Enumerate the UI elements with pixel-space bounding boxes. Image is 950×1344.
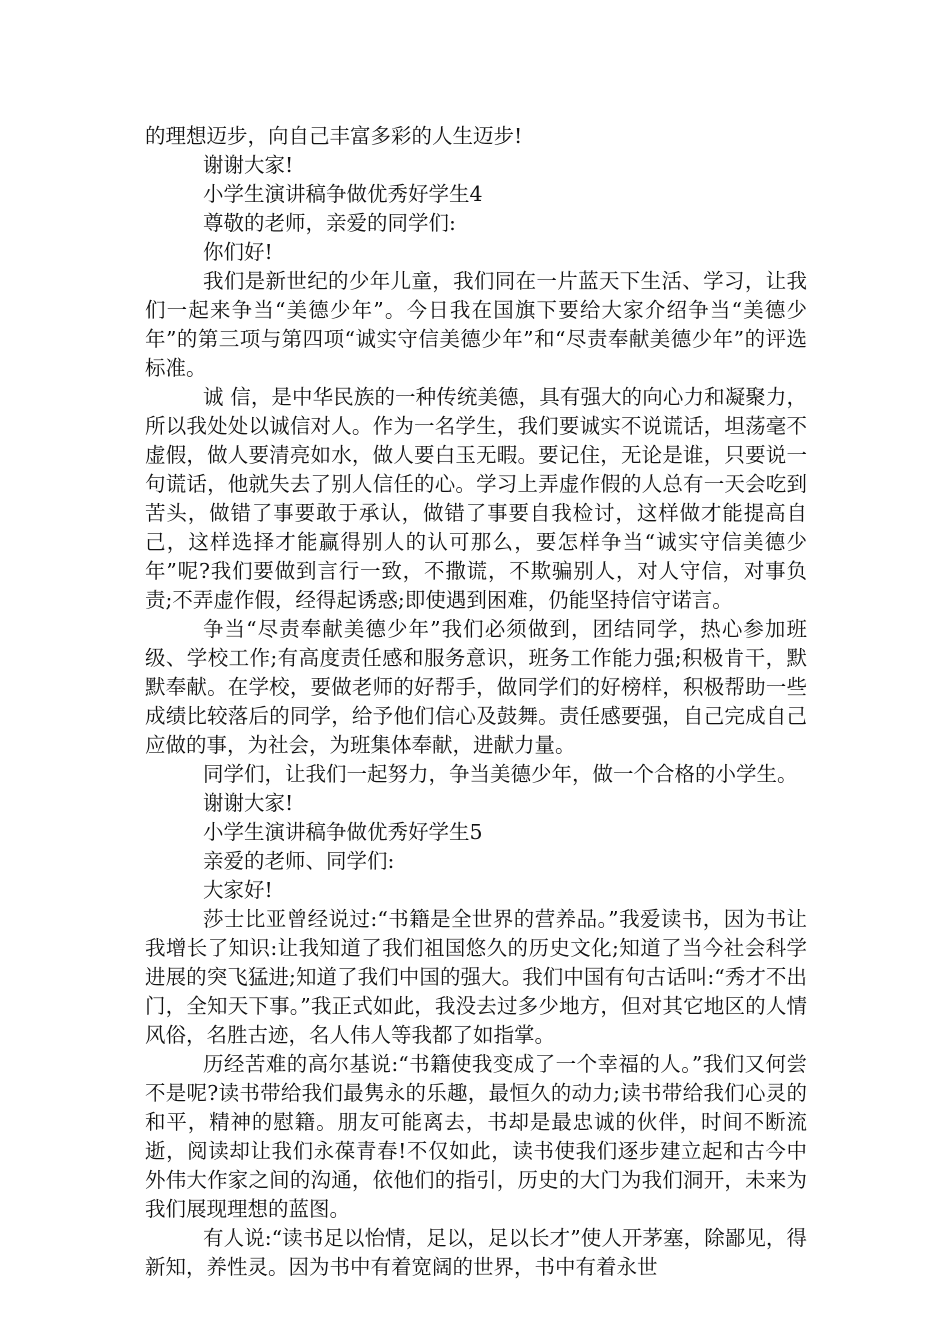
- paragraph-16: 有人说:“读书足以怡情，足以，足以长才”使人开茅塞，除鄙见，得新知，养性灵。因为书中有着宽阔的世界，书中有着永世: [145, 1226, 807, 1279]
- paragraph-14: 莎士比亚曾经说过:“书籍是全世界的营养品。”我爱读书，因为书让我增长了知识:让我知道了我们祖国悠久的历史文化;知道了当今社会科学进展的突飞猛进;知道了我们中国的强大。我们中国有句古话叫:“秀才不出门，全知天下事。”我正式如此，我没去过多少地方，但对其它地区的人情风俗，名胜古迹，名人伟人等我都了如指掌。: [145, 907, 807, 1047]
- paragraph-5: 你们好!: [203, 240, 273, 264]
- document-page: [145, 122, 807, 1282]
- section-heading-5: 小学生演讲稿争做优秀好学生5: [203, 820, 483, 844]
- paragraph-8: 争当“尽责奉献美德少年”我们必须做到，团结同学，热心参加班级、学校工作;有高度责任感和服务意识，班务工作能力强;积极肯干，默默奉献。在学校，要做老师的好帮手，做同学们的好榜样，积极帮助一些成绩比较落后的同学，给予他们信心及鼓舞。责任感要强，自己完成自己应做的事，为社会，为班集体奉献，进献力量。: [145, 617, 807, 757]
- section-heading-4: 小学生演讲稿争做优秀好学生4: [203, 182, 483, 206]
- paragraph-9: 同学们，让我们一起努力，争当美德少年，做一个合格的小学生。: [203, 762, 798, 786]
- paragraph-15: 历经苦难的高尔基说:“书籍使我变成了一个幸福的人。”我们又何尝不是呢?读书带给我们最隽永的乐趣，最恒久的动力;读书带给我们心灵的和平，精神的慰籍。朋友可能离去，书却是最忠诚的伙伴，时间不断流逝，阅读却让我们永葆青春!不仅如此，读书使我们逐步建立起和古今中外伟大作家之间的沟通，依他们的指引，历史的大门为我们洞开，未来为我们展现理想的蓝图。: [145, 1052, 807, 1221]
- paragraph-12: 亲爱的老师、同学们:: [203, 849, 395, 873]
- paragraph-4: 尊敬的老师，亲爱的同学们:: [203, 211, 456, 235]
- paragraph-13: 大家好!: [203, 878, 273, 902]
- paragraph-6: 我们是新世纪的少年儿童，我们同在一片蓝天下生活、学习，让我们一起来争当“美德少年”。今日我在国旗下要给大家介绍争当“美德少年”的第三项与第四项“诚实守信美德少年”和“尽责奉献美德少年”的评选标准。: [145, 269, 807, 380]
- paragraph-7: 诚 信，是中华民族的一种传统美德，具有强大的向心力和凝聚力，所以我处处以诚信对人。作为一名学生，我们要诚实不说谎话，坦荡毫不虚假，做人要清亮如水，做人要白玉无暇。要记住，无论是谁，只要说一句谎话，他就失去了别人信任的心。学习上弄虚作假的人总有一天会吃到苦头，做错了事要敢于承认，做错了事要自我检讨，这样做才能提高自己，这样选择才能赢得别人的认可那么，要怎样争当“诚实守信美德少年”呢?我们要做到言行一致，不撒谎，不欺骗别人，对人守信，对事负责;不弄虚作假，经得起诱惑;即使遇到困难，仍能坚持信守诺言。: [145, 385, 807, 612]
- paragraph-1: 的理想迈步，向自己丰富多彩的人生迈步!: [145, 124, 523, 148]
- paragraph-10: 谢谢大家!: [203, 791, 294, 815]
- paragraph-2: 谢谢大家!: [203, 153, 294, 177]
